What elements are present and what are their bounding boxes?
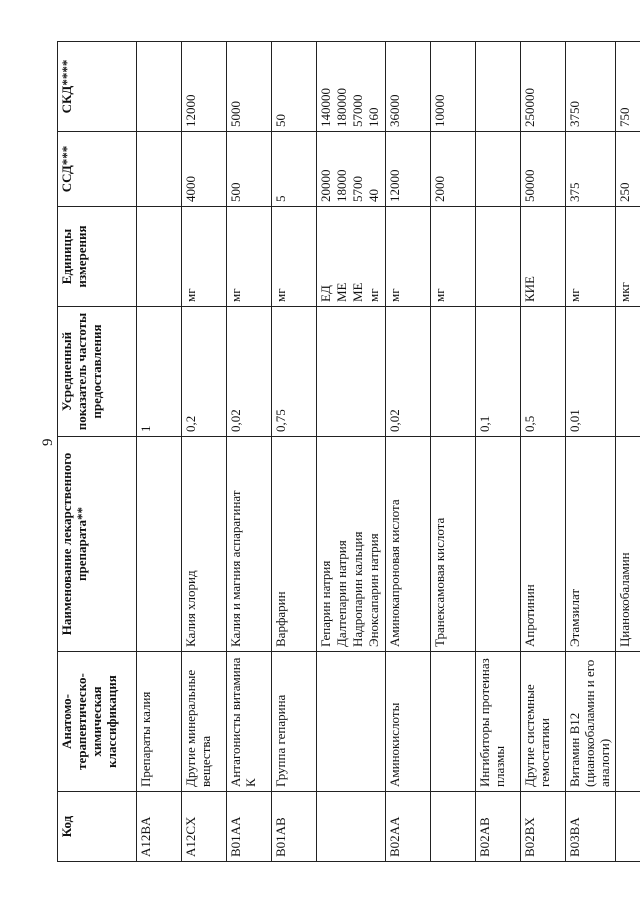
cell-units-item: мг <box>183 288 198 302</box>
table-row <box>430 42 475 862</box>
cell-skd-item: 36000 <box>386 94 402 127</box>
cell-ssd <box>385 132 430 207</box>
cell-skd-item: 12000 <box>183 94 198 127</box>
table-body <box>137 42 640 862</box>
cell-atc-class <box>317 652 386 792</box>
cell-frequency: 0,01 <box>565 307 615 437</box>
cell-ssd-item: 5 <box>273 195 288 202</box>
cell-ssd-item: 500 <box>228 182 243 202</box>
cell-ssd <box>137 132 182 207</box>
cell-skd <box>615 42 640 132</box>
header-drug-name: Наименование лекарственного препарата** <box>58 437 137 652</box>
cell-atc-class: Антагонисты витамина К <box>227 652 272 792</box>
cell-ssd <box>475 132 520 207</box>
cell-frequency <box>615 307 640 437</box>
cell-code <box>615 792 640 862</box>
cell-drug-name <box>317 437 386 652</box>
table-row <box>615 42 640 862</box>
cell-units <box>182 207 227 307</box>
cell-atc-class: Другие системные гемостатики <box>520 652 565 792</box>
cell-skd-item: 50 <box>273 114 288 127</box>
table-row <box>475 42 520 862</box>
cell-code <box>430 792 475 862</box>
cell-drug-name-item: Аминокапроновая кислота <box>386 499 402 647</box>
cell-drug-name <box>565 437 615 652</box>
cell-drug-name-item: Апротинин <box>521 584 537 647</box>
page-number: 9 <box>40 438 56 446</box>
cell-skd-item: 160 <box>365 107 381 127</box>
cell-atc-class: Препараты калия <box>137 652 182 792</box>
cell-skd <box>272 42 317 132</box>
cell-ssd-item: 18000 <box>333 169 349 202</box>
cell-drug-name-item: Варфарин <box>273 591 288 647</box>
header-units: Единицы измерения <box>58 207 137 307</box>
cell-skd <box>430 42 475 132</box>
cell-units-item: мг <box>431 288 447 302</box>
cell-ssd <box>615 132 640 207</box>
cell-ssd <box>227 132 272 207</box>
cell-ssd <box>272 132 317 207</box>
cell-atc-class: Аминокислоты <box>385 652 430 792</box>
cell-frequency <box>430 307 475 437</box>
cell-skd-item: 750 <box>616 107 632 127</box>
cell-atc-class: Группа гепарина <box>272 652 317 792</box>
cell-units <box>615 207 640 307</box>
cell-drug-name <box>227 437 272 652</box>
cell-atc-class <box>615 652 640 792</box>
cell-skd-item: 10000 <box>431 94 447 127</box>
cell-drug-name-item: Этамзилат <box>566 588 582 647</box>
cell-units <box>317 207 386 307</box>
cell-units-item: ЕД <box>318 285 333 302</box>
cell-skd <box>565 42 615 132</box>
cell-skd-item: 5000 <box>228 101 243 127</box>
cell-skd-item: 250000 <box>521 88 537 127</box>
cell-skd <box>385 42 430 132</box>
table-row <box>272 42 317 862</box>
cell-code: B01AA <box>227 792 272 862</box>
cell-drug-name-item: Цианокобаламин <box>616 552 632 647</box>
cell-units-item: МЕ <box>333 282 349 302</box>
cell-ssd-item: 5700 <box>349 176 365 202</box>
cell-ssd <box>565 132 615 207</box>
cell-drug-name <box>430 437 475 652</box>
cell-code: A12BA <box>137 792 182 862</box>
cell-drug-name <box>385 437 430 652</box>
header-atc: Анатомо-терапевтическо-химическая классификация <box>58 652 137 792</box>
cell-code: B02AA <box>385 792 430 862</box>
header-frequency: Усредненный показатель частоты предоставления <box>58 307 137 437</box>
cell-frequency: 0,75 <box>272 307 317 437</box>
cell-code: B02BX <box>520 792 565 862</box>
cell-code: A12CX <box>182 792 227 862</box>
cell-skd <box>137 42 182 132</box>
cell-atc-class: Витамин В12 (цианокобаламин и его аналоги) <box>565 652 615 792</box>
cell-drug-name-item: Калия и магния аспарагинат <box>228 490 243 647</box>
table-row <box>227 42 272 862</box>
drug-table <box>57 41 640 862</box>
cell-units <box>227 207 272 307</box>
cell-ssd <box>520 132 565 207</box>
cell-skd <box>182 42 227 132</box>
cell-atc-class: Другие минеральные вещества <box>182 652 227 792</box>
cell-units-item: КИЕ <box>521 276 537 302</box>
cell-ssd-item: 40 <box>365 189 381 202</box>
cell-frequency <box>317 307 386 437</box>
cell-ssd-item: 20000 <box>318 169 333 202</box>
cell-ssd-item: 2000 <box>431 176 447 202</box>
cell-drug-name-item: Транексамовая кислота <box>431 517 447 647</box>
cell-drug-name <box>182 437 227 652</box>
cell-units-item: мг <box>228 288 243 302</box>
table-row <box>317 42 386 862</box>
cell-skd-item: 3750 <box>566 101 582 127</box>
cell-skd <box>317 42 386 132</box>
cell-atc-class <box>430 652 475 792</box>
cell-ssd-item: 4000 <box>183 176 198 202</box>
rotated-table-container <box>57 42 632 862</box>
cell-units-item: МЕ <box>349 282 365 302</box>
cell-code: B03BA <box>565 792 615 862</box>
cell-units <box>520 207 565 307</box>
cell-ssd-item: 250 <box>616 182 632 202</box>
cell-frequency: 0,02 <box>385 307 430 437</box>
cell-frequency: 0,1 <box>475 307 520 437</box>
cell-drug-name <box>520 437 565 652</box>
cell-ssd-item: 50000 <box>521 169 537 202</box>
header-ssd: ССД*** <box>58 132 137 207</box>
cell-atc-class: Ингибиторы протеиназ плазмы <box>475 652 520 792</box>
cell-ssd <box>430 132 475 207</box>
cell-drug-name <box>137 437 182 652</box>
cell-units <box>565 207 615 307</box>
cell-skd <box>520 42 565 132</box>
cell-units-item: мг <box>386 288 402 302</box>
cell-drug-name-item: Гепарин натрия <box>318 560 333 647</box>
cell-units-item: мг <box>273 288 288 302</box>
cell-frequency: 0,02 <box>227 307 272 437</box>
table-row <box>565 42 615 862</box>
cell-drug-name-item: Эноксапарин натрия <box>365 533 381 647</box>
cell-ssd <box>317 132 386 207</box>
table-row <box>520 42 565 862</box>
cell-skd-item: 57000 <box>349 94 365 127</box>
header-row <box>58 42 137 862</box>
cell-units <box>137 207 182 307</box>
cell-frequency: 0,2 <box>182 307 227 437</box>
cell-ssd-item: 375 <box>566 182 582 202</box>
cell-skd <box>475 42 520 132</box>
table-row <box>137 42 182 862</box>
cell-code: B01AB <box>272 792 317 862</box>
cell-drug-name <box>272 437 317 652</box>
cell-units-item: мг <box>365 288 381 302</box>
cell-units-item: мкг <box>616 282 632 302</box>
table-row <box>385 42 430 862</box>
cell-drug-name-item: Надропарин кальция <box>349 531 365 647</box>
header-code: Код <box>58 792 137 862</box>
cell-ssd-item: 12000 <box>386 169 402 202</box>
cell-skd-item: 140000 <box>318 88 333 127</box>
cell-units <box>385 207 430 307</box>
header-skd: СКД**** <box>58 42 137 132</box>
cell-units <box>272 207 317 307</box>
cell-frequency: 0,5 <box>520 307 565 437</box>
cell-units <box>430 207 475 307</box>
cell-ssd <box>182 132 227 207</box>
cell-drug-name-item: Далтепарин натрия <box>333 540 349 647</box>
cell-drug-name <box>615 437 640 652</box>
cell-code: B02AB <box>475 792 520 862</box>
cell-skd <box>227 42 272 132</box>
cell-units-item: мг <box>566 288 582 302</box>
cell-frequency: 1 <box>137 307 182 437</box>
cell-skd-item: 180000 <box>333 88 349 127</box>
cell-code <box>317 792 386 862</box>
cell-drug-name-item: Калия хлорид <box>183 570 198 647</box>
cell-units <box>475 207 520 307</box>
table-row <box>182 42 227 862</box>
cell-drug-name <box>475 437 520 652</box>
